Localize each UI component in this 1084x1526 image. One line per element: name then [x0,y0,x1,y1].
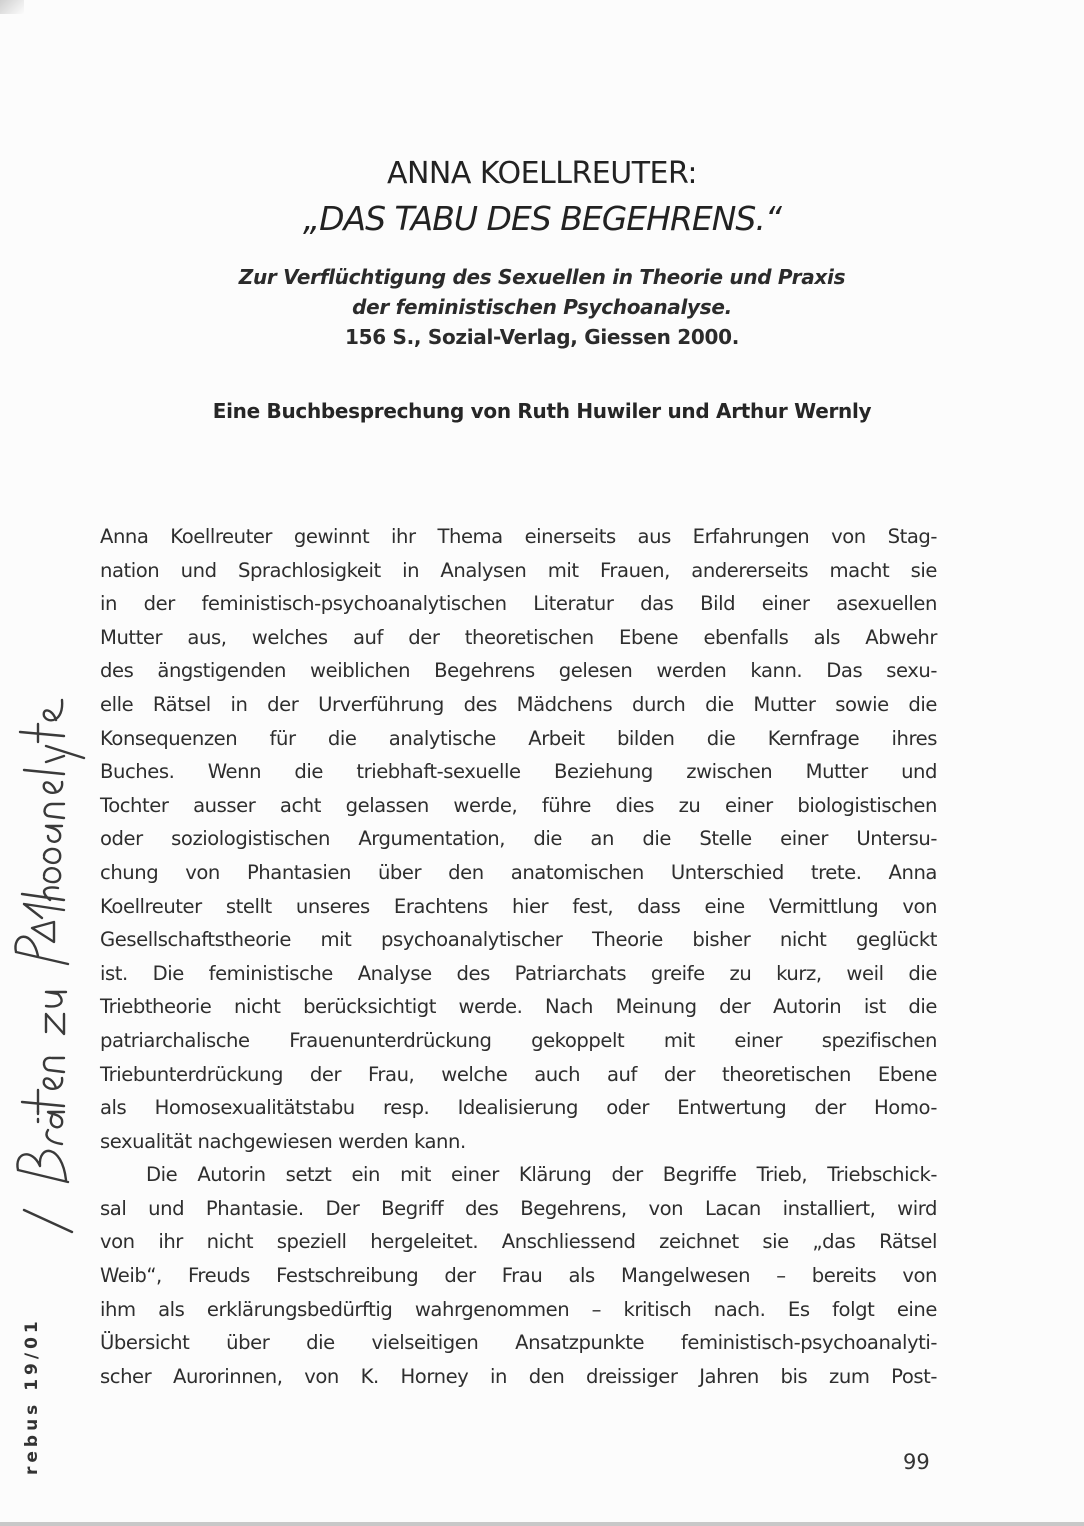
body-line: als Homosexualitätstabu resp. Idealisierung oder Entwertung der Homo- [100,1096,937,1120]
body-line: patriarchalische Frauenunterdrückung gekoppelt mit einer spezifischen [100,1028,937,1052]
body-line: Mutter aus, welches auf der theoretischen Ebene ebenfalls als Abwehr [100,625,937,649]
body-line: ist. Die feministische Analyse des Patriarchats greife zu kurz, weil die [100,961,937,985]
article-book-title: „DAS TABU DES BEGEHRENS.“ [303,199,781,238]
body-line: elle Rätsel in der Urverführung des Mädchens durch die Mutter sowie die [100,692,937,716]
scan-corner-shadow [0,0,24,14]
body-line: Konsequenzen für die analytische Arbeit bilden die Kernfrage ihres [100,726,937,750]
article-author-heading: ANNA KOELLREUTER: [386,156,698,191]
body-line: Anna Koellreuter gewinnt ihr Thema einerseits aus Erfahrungen von Stag- [100,525,937,548]
article-body [100,520,937,1393]
handwriting-drawing [2,620,92,1240]
body-line: von ihr nicht speziell hergeleitet. Anschliessend zeichnet sie „das Rätsel [100,1230,937,1254]
body-line: Koellreuter stellt unseres Erachtens hier fest, dass eine Vermittlung von [100,894,937,918]
body-line: ihm als erklärungsbedürftig wahrgenommen – kritisch nach. Es folgt eine [100,1297,937,1321]
body-line: Gesellschaftstheorie mit psychoanalytischer Theorie bisher nicht geglückt [100,928,937,952]
body-line: oder soziologistischen Argumentation, die an die Stelle einer Untersu- [100,827,937,851]
body-line-paragraph-end: sexualität nachgewiesen werden kann. [100,1129,466,1153]
body-line: des ängstigenden weiblichen Begehrens gelesen werden kann. Das sexu- [100,659,937,683]
body-line: chung von Phantasien über den anatomischen Unterschied trete. Anna [100,860,937,884]
body-line: nation und Sprachlosigkeit in Analysen mit Frauen, andererseits macht sie [100,558,937,582]
body-line: in der feministisch-psychoanalytischen Literatur das Bild einer asexuellen [100,592,937,616]
journal-issue-label: rebus 19/01 [22,1317,42,1475]
body-line: Übersicht über die vielseitigen Ansatzpunkte feministisch-psychoanalyti- [100,1331,937,1355]
book-publication-info: 156 S., Sozial-Verlag, Giessen 2000. [344,325,740,349]
book-subtitle-line-1: Zur Verflüchtigung des Sexuellen in Theorie und Praxis [238,265,846,289]
body-line: Tochter ausser acht gelassen werde, führe dies zu einer biologistischen [100,793,937,817]
body-line: Triebunterdrückung der Frau, welche auch auf der theoretischen Ebene [100,1062,937,1086]
handwritten-margin-note [2,620,92,1240]
book-subtitle-block [0,262,1084,352]
review-byline: Eine Buchbesprechung von Ruth Huwiler und Arthur Wernly [212,399,872,423]
body-line: scher Aurorinnen, von K. Horney in den dreissiger Jahren bis zum Post- [100,1364,937,1388]
body-line: Buches. Wenn die triebhaft-sexuelle Beziehung zwischen Mutter und [100,760,937,784]
book-subtitle-line-2: der feministischen Psychoanalyse. [352,295,732,319]
scan-bottom-edge [0,1522,1084,1526]
body-line: Triebtheorie nicht berücksichtigt werde. Nach Meinung der Autorin ist die [100,995,937,1019]
body-line: Weib“, Freuds Festschreibung der Frau als Mangelwesen – bereits von [100,1264,937,1288]
page-number: 99 [903,1450,930,1474]
body-line-paragraph-start: Die Autorin setzt ein mit einer Klärung der Begriffe Trieb, Triebschick- [146,1163,937,1187]
body-line: sal und Phantasie. Der Begriff des Begehrens, von Lacan installiert, wird [100,1196,937,1220]
